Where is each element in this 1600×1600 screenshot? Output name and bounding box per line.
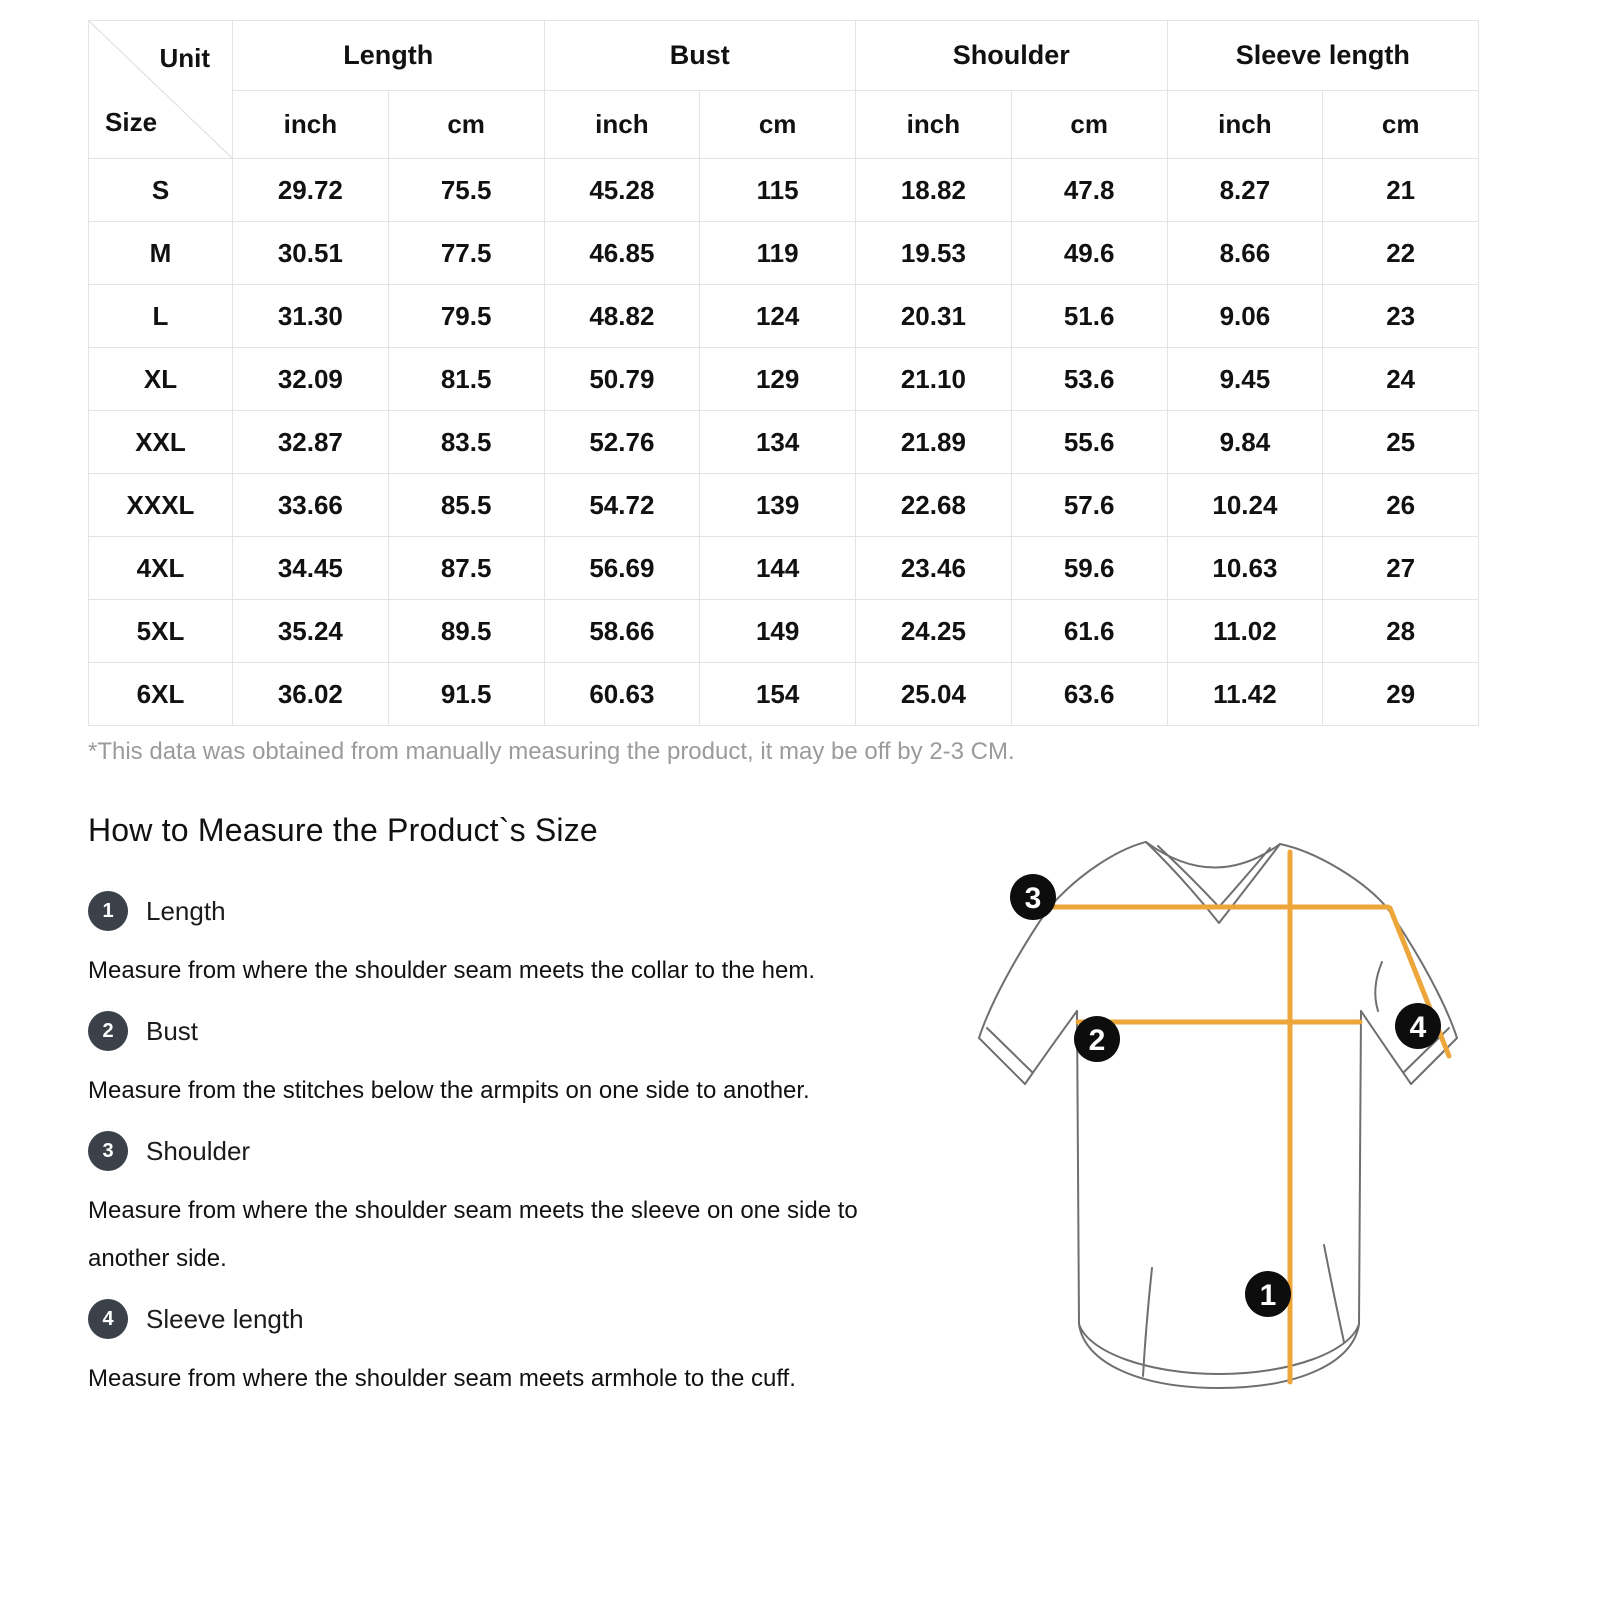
- measurement-cell: 119: [700, 222, 856, 285]
- measurement-cell: 10.24: [1167, 474, 1323, 537]
- size-label: Size: [105, 107, 158, 137]
- column-group-shoulder: Shoulder: [856, 21, 1168, 91]
- measure-item-header: [88, 1131, 870, 1171]
- measure-item-header: [88, 891, 870, 931]
- measurement-cell: 55.6: [1011, 411, 1167, 474]
- measurement-cell: 23.46: [856, 537, 1012, 600]
- measurement-cell: 91.5: [388, 663, 544, 726]
- table-row: [89, 348, 1479, 411]
- section-title: How to Measure the Product`s Size: [88, 812, 598, 848]
- unit-header-cell: inch: [1167, 91, 1323, 159]
- unit-header-cell: inch: [856, 91, 1012, 159]
- measurement-cell: 53.6: [1011, 348, 1167, 411]
- measurement-cell: 24.25: [856, 600, 1012, 663]
- measurement-cell: 36.02: [233, 663, 389, 726]
- size-cell: XXXL: [89, 474, 233, 537]
- table-row: [89, 159, 1479, 222]
- measurement-cell: 50.79: [544, 348, 700, 411]
- measurement-cell: 124: [700, 285, 856, 348]
- measurement-cell: 32.87: [233, 411, 389, 474]
- unit-header-cell: cm: [388, 91, 544, 159]
- measurement-cell: 129: [700, 348, 856, 411]
- measurement-cell: 57.6: [1011, 474, 1167, 537]
- size-cell: L: [89, 285, 233, 348]
- size-cell: 5XL: [89, 600, 233, 663]
- measurement-cell: 52.76: [544, 411, 700, 474]
- measurement-cell: 63.6: [1011, 663, 1167, 726]
- size-cell: M: [89, 222, 233, 285]
- unit-header-cell: inch: [544, 91, 700, 159]
- measurement-cell: 20.31: [856, 285, 1012, 348]
- unit-header-cell: cm: [1011, 91, 1167, 159]
- unit-header-cell: cm: [1323, 91, 1479, 159]
- measurement-cell: 77.5: [388, 222, 544, 285]
- measurement-cell: 8.27: [1167, 159, 1323, 222]
- column-group-bust: Bust: [544, 21, 856, 91]
- measurement-cell: 19.53: [856, 222, 1012, 285]
- measurement-cell: 45.28: [544, 159, 700, 222]
- step-number-badge: 2: [88, 1011, 128, 1051]
- measurement-cell: 75.5: [388, 159, 544, 222]
- step-label: Sleeve length: [146, 1303, 304, 1334]
- measurement-cell: 59.6: [1011, 537, 1167, 600]
- measurement-cell: 87.5: [388, 537, 544, 600]
- step-description: Measure from where the shoulder seam meets the sleeve on one side to another side.: [88, 1197, 858, 1272]
- tshirt-measurement-diagram: [958, 804, 1478, 1424]
- size-cell: 6XL: [89, 663, 233, 726]
- marker-numbers: [1025, 882, 1427, 1312]
- measure-instructions: [88, 812, 870, 1424]
- measurement-cell: 23: [1323, 285, 1479, 348]
- measurement-cell: 47.8: [1011, 159, 1167, 222]
- measurement-cell: 10.63: [1167, 537, 1323, 600]
- measurement-cell: 49.6: [1011, 222, 1167, 285]
- measurement-cell: 54.72: [544, 474, 700, 537]
- size-cell: S: [89, 159, 233, 222]
- measurement-cell: 25: [1323, 411, 1479, 474]
- measurement-cell: 34.45: [233, 537, 389, 600]
- size-chart-table: [88, 20, 1479, 726]
- measurement-cell: 26: [1323, 474, 1479, 537]
- table-row: [89, 474, 1479, 537]
- step-label: Bust: [146, 1015, 199, 1046]
- measurement-cell: 27: [1323, 537, 1479, 600]
- unit-header-cell: cm: [700, 91, 856, 159]
- measure-item: [88, 1131, 870, 1283]
- measurement-cell: 51.6: [1011, 285, 1167, 348]
- measure-item: [88, 1299, 870, 1403]
- measure-item-header: [88, 1299, 870, 1339]
- step-number-badge: 3: [88, 1131, 128, 1171]
- measurement-cell: 11.02: [1167, 600, 1323, 663]
- diagram-area: [870, 804, 1478, 1424]
- marker-3-number: 3: [1024, 882, 1042, 915]
- measurement-cell: 29: [1323, 663, 1479, 726]
- measurement-cell: 85.5: [388, 474, 544, 537]
- table-row: [89, 411, 1479, 474]
- measure-item-header: [88, 1011, 870, 1051]
- measurement-cell: 58.66: [544, 600, 700, 663]
- measure-section: [88, 812, 1478, 1424]
- marker-1-number: 1: [1259, 1279, 1277, 1312]
- measure-item: [88, 891, 870, 995]
- measurement-cell: 144: [700, 537, 856, 600]
- measurement-cell: 32.09: [233, 348, 389, 411]
- unit-header-cell: inch: [233, 91, 389, 159]
- measurement-cell: 24: [1323, 348, 1479, 411]
- unit-header-row: [89, 91, 1479, 159]
- column-group-length: Length: [233, 21, 545, 91]
- measurement-cell: 21: [1323, 159, 1479, 222]
- table-row: [89, 600, 1479, 663]
- column-group-sleeve-length: Sleeve length: [1167, 21, 1479, 91]
- marker-badges: [1010, 874, 1441, 1317]
- group-header-row: [89, 21, 1479, 91]
- measure-items: [88, 891, 870, 1403]
- step-description: Measure from where the shoulder seam meets the collar to the hem.: [88, 957, 816, 984]
- table-row: [89, 285, 1479, 348]
- measurement-cell: 8.66: [1167, 222, 1323, 285]
- measurement-cell: 89.5: [388, 600, 544, 663]
- measurement-cell: 11.42: [1167, 663, 1323, 726]
- step-label: Shoulder: [146, 1135, 251, 1166]
- table-row: [89, 663, 1479, 726]
- step-description: Measure from where the shoulder seam meets armhole to the cuff.: [88, 1365, 796, 1392]
- measurement-cell: 79.5: [388, 285, 544, 348]
- table-row: [89, 222, 1479, 285]
- marker-2-number: 2: [1088, 1024, 1106, 1057]
- unit-size-corner-cell: [89, 21, 233, 159]
- table-row: [89, 537, 1479, 600]
- measurement-cell: 21.10: [856, 348, 1012, 411]
- step-number-badge: 4: [88, 1299, 128, 1339]
- measurement-cell: 83.5: [388, 411, 544, 474]
- measurement-cell: 18.82: [856, 159, 1012, 222]
- size-cell: 4XL: [89, 537, 233, 600]
- measurement-cell: 154: [700, 663, 856, 726]
- measurement-cell: 46.85: [544, 222, 700, 285]
- measurement-cell: 139: [700, 474, 856, 537]
- size-cell: XL: [89, 348, 233, 411]
- table-footnote: *This data was obtained from manually measuring the product, it may be off by 2-3 CM.: [88, 738, 1015, 765]
- step-number-badge: 1: [88, 891, 128, 931]
- measurement-cell: 134: [700, 411, 856, 474]
- measurement-cell: 30.51: [233, 222, 389, 285]
- measurement-cell: 25.04: [856, 663, 1012, 726]
- unit-label: Unit: [159, 43, 210, 73]
- measurement-cell: 33.66: [233, 474, 389, 537]
- measurement-cell: 35.24: [233, 600, 389, 663]
- measurement-cell: 48.82: [544, 285, 700, 348]
- measurement-cell: 60.63: [544, 663, 700, 726]
- marker-4-number: 4: [1409, 1011, 1427, 1044]
- measurement-cell: 9.45: [1167, 348, 1323, 411]
- tshirt-outline: [979, 842, 1457, 1388]
- size-table-body: [89, 159, 1479, 726]
- measurement-cell: 115: [700, 159, 856, 222]
- measurement-cell: 9.84: [1167, 411, 1323, 474]
- measurement-cell: 56.69: [544, 537, 700, 600]
- measurement-cell: 22: [1323, 222, 1479, 285]
- measurement-cell: 61.6: [1011, 600, 1167, 663]
- measurement-cell: 21.89: [856, 411, 1012, 474]
- measure-item: [88, 1011, 870, 1115]
- step-label: Length: [146, 895, 226, 926]
- measurement-cell: 31.30: [233, 285, 389, 348]
- measurement-cell: 149: [700, 600, 856, 663]
- measurement-cell: 9.06: [1167, 285, 1323, 348]
- step-description: Measure from the stitches below the armpits on one side to another.: [88, 1077, 810, 1104]
- measurement-cell: 28: [1323, 600, 1479, 663]
- measurement-cell: 29.72: [233, 159, 389, 222]
- size-cell: XXL: [89, 411, 233, 474]
- measurement-cell: 81.5: [388, 348, 544, 411]
- measurement-cell: 22.68: [856, 474, 1012, 537]
